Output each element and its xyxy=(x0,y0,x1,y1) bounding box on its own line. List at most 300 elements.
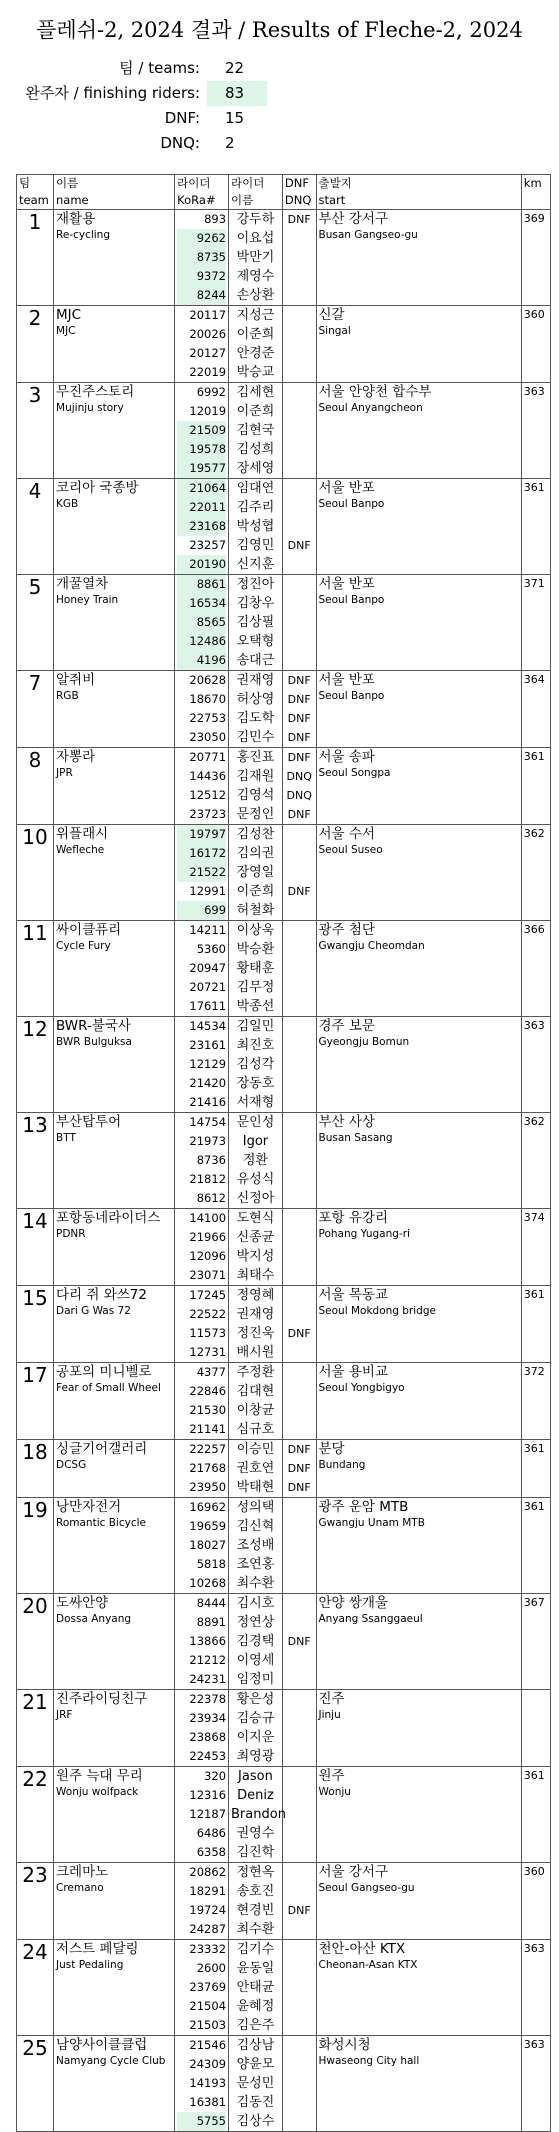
kora-number: 16962 xyxy=(189,1500,227,1514)
dnf-status xyxy=(285,1055,314,1074)
rider-name: 황태훈 xyxy=(236,961,275,976)
dnf-status: DNF xyxy=(287,674,311,687)
distance-km: 367 xyxy=(521,1594,550,1690)
kora-number: 21416 xyxy=(189,1095,227,1109)
kora-number: 22257 xyxy=(189,1442,227,1456)
start-en: Seoul Yongbigyo xyxy=(318,1382,405,1394)
dnf-cell xyxy=(282,921,316,1017)
rider-name: 김상남 xyxy=(236,2038,275,2053)
rider-name: 김상수 xyxy=(236,2114,275,2129)
results-table xyxy=(16,174,551,2132)
dnf-cell xyxy=(282,1940,316,2036)
team-name xyxy=(54,1594,175,1690)
kora-number: 12731 xyxy=(189,1345,227,1359)
kora-number: 23950 xyxy=(189,1480,227,1494)
kora-number: 12512 xyxy=(189,788,227,802)
start-en: Pohang Yugang-ri xyxy=(318,1228,410,1240)
rider-name: 허철화 xyxy=(236,903,275,918)
distance-km: 374 xyxy=(521,1209,550,1286)
kora-number: 14100 xyxy=(189,1211,227,1225)
kora-number: 10268 xyxy=(189,1576,227,1590)
distance-km: 363 xyxy=(521,383,550,479)
dnf-cell xyxy=(282,1440,316,1498)
team-name-en: Mujinju story xyxy=(56,402,124,414)
start-ko: 서울 반포 xyxy=(318,480,375,496)
header-name-line: name xyxy=(56,193,89,207)
rider-name: 허상영 xyxy=(236,692,275,707)
rider-name: 이요섭 xyxy=(236,231,275,246)
kora-cell xyxy=(175,1690,229,1767)
team-name-en: Cycle Fury xyxy=(56,940,111,952)
kora-number: 20026 xyxy=(189,327,227,341)
kora-cell xyxy=(175,1498,229,1594)
team-row xyxy=(17,1113,551,1209)
kora-number: 13866 xyxy=(189,1634,227,1648)
dnf-cell xyxy=(282,1209,316,1286)
start-en: Wonju xyxy=(318,1786,351,1798)
team-number: 2 xyxy=(17,306,54,383)
kora-number: 14211 xyxy=(189,923,227,937)
team-name-en: Cremano xyxy=(56,1882,104,1894)
dnf-cell xyxy=(282,1690,316,1767)
team-name xyxy=(54,479,175,575)
kora-number: 8444 xyxy=(196,1596,227,1610)
rider-name: 박태현 xyxy=(236,1480,275,1495)
team-row xyxy=(17,1017,551,1113)
dnf-status xyxy=(285,1170,314,1189)
dnf-status xyxy=(285,613,314,632)
header-km-line: km xyxy=(523,176,542,190)
distance-km: 361 xyxy=(521,1767,550,1863)
kora-cell xyxy=(175,825,229,921)
dnf-status xyxy=(285,1132,314,1151)
kora-number: 19577 xyxy=(177,459,226,478)
kora-number: 21546 xyxy=(189,2038,227,2052)
kora-number: 19659 xyxy=(189,1519,227,1533)
kora-number: 19724 xyxy=(189,1903,227,1917)
team-name-ko: 자뽕라 xyxy=(56,749,96,765)
kora-number: 21973 xyxy=(189,1134,227,1148)
start-ko: 서울 강서구 xyxy=(318,1864,388,1880)
start-ko: 부산 강서구 xyxy=(318,211,388,227)
dnf-status xyxy=(285,1517,314,1536)
rider-name: 최수환 xyxy=(236,1576,275,1591)
kora-number: 6992 xyxy=(196,385,227,399)
dnf-status xyxy=(285,844,314,863)
team-name-en: MJC xyxy=(56,325,76,337)
team-name-ko: 포항동네라이더스 xyxy=(56,1210,161,1226)
kora-number: 320 xyxy=(204,1769,227,1783)
team-number: 21 xyxy=(17,1690,54,1767)
rider-name: 김현국 xyxy=(236,423,275,438)
start-en: Bundang xyxy=(318,1459,366,1471)
kora-number: 23332 xyxy=(189,1942,227,1956)
dnf-status xyxy=(285,2055,314,2074)
kora-number: 23050 xyxy=(189,730,227,744)
team-name-ko: BWR-불국사 xyxy=(56,1018,131,1034)
kora-number: 22019 xyxy=(189,365,227,379)
kora-number: 12129 xyxy=(189,1057,227,1071)
team-number: 10 xyxy=(17,825,54,921)
rider-name: 신정아 xyxy=(236,1191,275,1206)
dnf-status xyxy=(285,421,314,440)
team-number: 7 xyxy=(17,671,54,748)
kora-number: 8735 xyxy=(177,248,226,267)
dnf-status: DNF xyxy=(287,885,311,898)
team-row xyxy=(17,575,551,671)
kora-cell xyxy=(175,306,229,383)
kora-number: 12991 xyxy=(189,884,227,898)
kora-number: 8891 xyxy=(196,1615,227,1629)
rider-name: 임대연 xyxy=(236,481,275,496)
start-cell xyxy=(316,825,521,921)
team-row xyxy=(17,825,551,921)
kora-number: 5818 xyxy=(196,1557,227,1571)
team-name xyxy=(54,1767,175,1863)
kora-number: 5755 xyxy=(177,2112,226,2131)
dnf-status xyxy=(285,632,314,651)
dnf-cell xyxy=(282,1594,316,1690)
start-en: Cheonan-Asan KTX xyxy=(318,1959,418,1971)
distance-km: 361 xyxy=(521,1286,550,1363)
kora-number: 21530 xyxy=(189,1403,227,1417)
team-name-ko: 저스트 페달링 xyxy=(56,1941,139,1957)
kora-cell xyxy=(175,1440,229,1498)
summary-row xyxy=(0,106,267,131)
kora-number: 22753 xyxy=(189,711,227,725)
rider-name: 정진욱 xyxy=(236,1326,275,1341)
team-number: 22 xyxy=(17,1767,54,1863)
start-cell xyxy=(316,671,521,748)
kora-number: 16172 xyxy=(177,844,226,863)
dnf-status xyxy=(285,1247,314,1266)
header-start-line: start xyxy=(318,193,346,207)
rider-name: 배시원 xyxy=(236,1345,275,1360)
dnf-status: DNF xyxy=(287,1635,311,1648)
start-ko: 광주 첨단 xyxy=(318,922,375,938)
kora-number: 21420 xyxy=(189,1076,227,1090)
rider-name: 김창우 xyxy=(236,596,275,611)
kora-number: 20771 xyxy=(189,750,227,764)
dnf-status xyxy=(285,517,314,536)
riders-cell xyxy=(229,210,283,306)
rider-name: 김경택 xyxy=(236,1634,275,1649)
dnf-status xyxy=(285,325,314,344)
rider-name: 김동진 xyxy=(236,2095,275,2110)
start-ko: 원주 xyxy=(318,1768,345,1784)
team-name-en: Romantic Bicycle xyxy=(56,1517,146,1529)
kora-number: 20721 xyxy=(189,980,227,994)
team-name-en: Re-cycling xyxy=(56,229,111,241)
dnf-status xyxy=(285,1074,314,1093)
header-dnf-line: DNQ xyxy=(284,193,312,207)
team-name-en: Just Pedaling xyxy=(56,1959,124,1971)
team-name-ko: 개꿀열차 xyxy=(56,576,109,592)
kora-cell xyxy=(175,671,229,748)
kora-number: 4377 xyxy=(196,1365,227,1379)
team-name xyxy=(54,1863,175,1940)
dnf-status xyxy=(285,1401,314,1420)
dnf-status xyxy=(285,1093,314,1112)
rider-name: 최진호 xyxy=(236,1038,275,1053)
team-name-en: Fear of Small Wheel xyxy=(56,1382,161,1394)
header-riders-line: 이름 xyxy=(231,193,254,207)
team-row xyxy=(17,210,551,306)
dnf-status xyxy=(285,1767,314,1786)
riders-cell xyxy=(229,1940,283,2036)
rider-name: 현경빈 xyxy=(236,1903,275,1918)
start-cell xyxy=(316,1690,521,1767)
dnf-status xyxy=(285,1863,314,1882)
team-row xyxy=(17,1940,551,2036)
dnf-status xyxy=(285,1997,314,2016)
distance-km: 363 xyxy=(521,2036,550,2132)
start-cell xyxy=(316,1594,521,1690)
team-name xyxy=(54,210,175,306)
team-number: 5 xyxy=(17,575,54,671)
team-name-ko: 낭만자전거 xyxy=(56,1499,122,1515)
start-ko: 서울 반포 xyxy=(318,576,375,592)
rider-name: 정연상 xyxy=(236,1615,275,1630)
start-en: Busan Sasang xyxy=(318,1132,393,1144)
team-name-en: KGB xyxy=(56,498,79,510)
rider-name: 박만기 xyxy=(236,250,275,265)
distance-km: 363 xyxy=(521,1940,550,2036)
kora-number: 20862 xyxy=(189,1865,227,1879)
dnf-status xyxy=(285,555,314,574)
team-number: 20 xyxy=(17,1594,54,1690)
team-row xyxy=(17,1690,551,1767)
summary-label: DNQ: xyxy=(160,134,200,152)
header-kora xyxy=(175,175,229,210)
kora-number: 17245 xyxy=(189,1288,227,1302)
dnf-status xyxy=(285,440,314,459)
team-number: 3 xyxy=(17,383,54,479)
kora-cell xyxy=(175,748,229,825)
rider-name: 송대근 xyxy=(236,653,275,668)
team-name-ko: 부산탑투어 xyxy=(56,1114,122,1130)
start-cell xyxy=(316,1767,521,1863)
team-number: 25 xyxy=(17,2036,54,2132)
kora-number: 23868 xyxy=(189,1730,227,1744)
dnf-status xyxy=(285,498,314,517)
kora-number: 9372 xyxy=(177,267,226,286)
team-row xyxy=(17,1863,551,1940)
start-cell xyxy=(316,2036,521,2132)
summary-value: 15 xyxy=(225,109,245,127)
start-en: Gyeongju Bomun xyxy=(318,1036,410,1048)
rider-name: 신지훈 xyxy=(236,557,275,572)
rider-name: 정환 xyxy=(242,1153,268,1168)
rider-name: 송호진 xyxy=(236,1884,275,1899)
dnf-status: DNF xyxy=(287,1904,311,1917)
start-ko: 화성시청 xyxy=(318,2037,371,2053)
kora-number: 6358 xyxy=(196,1845,227,1859)
team-name-en: Wonju wolfpack xyxy=(56,1786,139,1798)
kora-number: 20190 xyxy=(177,555,226,574)
start-en: Singal xyxy=(318,325,351,337)
rider-name: 장동호 xyxy=(236,1076,275,1091)
kora-number: 21504 xyxy=(189,1999,227,2013)
kora-number: 16381 xyxy=(189,2095,227,2109)
rider-name: 서재형 xyxy=(236,1095,275,1110)
dnf-status xyxy=(285,594,314,613)
rider-name: 김시호 xyxy=(236,1596,275,1611)
dnf-cell xyxy=(282,825,316,921)
dnf-status xyxy=(285,1382,314,1401)
kora-number: 14436 xyxy=(189,769,227,783)
dnf-status xyxy=(285,363,314,382)
kora-number: 23769 xyxy=(189,1980,227,1994)
kora-number: 11573 xyxy=(189,1326,227,1340)
rider-name: 문성민 xyxy=(236,2076,275,2091)
kora-number: 4196 xyxy=(177,651,226,670)
rider-name: Brandon xyxy=(231,1807,286,1822)
start-en: Gwangju Unam MTB xyxy=(318,1517,425,1529)
dnf-status: DNF xyxy=(287,213,311,226)
start-en: Seoul Banpo xyxy=(318,498,385,510)
team-row xyxy=(17,748,551,825)
dnf-status xyxy=(285,1728,314,1747)
dnf-status: DNQ xyxy=(286,770,312,783)
rider-name: 박성협 xyxy=(236,519,275,534)
rider-name: 이준희 xyxy=(236,884,275,899)
rider-name: 김진학 xyxy=(236,1845,275,1860)
summary-label: 팀 / teams: xyxy=(119,59,200,77)
kora-number: 5360 xyxy=(196,942,227,956)
team-name-en: Namyang Cycle Club xyxy=(56,2055,166,2067)
riders-cell xyxy=(229,575,283,671)
team-name-ko: 위플래시 xyxy=(56,826,109,842)
header-name-line: 이름 xyxy=(56,176,79,190)
dnf-status xyxy=(285,863,314,882)
distance-km xyxy=(521,1690,550,1767)
dnf-status xyxy=(285,1305,314,1324)
dnf-status xyxy=(285,1189,314,1208)
team-row xyxy=(17,1209,551,1286)
start-cell xyxy=(316,1209,521,1286)
team-name xyxy=(54,2036,175,2132)
dnf-status xyxy=(285,1017,314,1036)
dnf-status xyxy=(285,459,314,478)
team-name-ko: 공포의 미니벨로 xyxy=(56,1364,152,1380)
start-ko: 천안-아산 KTX xyxy=(318,1941,406,1957)
rider-name: Deniz xyxy=(237,1788,274,1803)
kora-number: 24309 xyxy=(189,2057,227,2071)
riders-cell xyxy=(229,921,283,1017)
dnf-status: DNF xyxy=(287,1327,311,1340)
kora-cell xyxy=(175,921,229,1017)
dnf-status xyxy=(285,402,314,421)
start-cell xyxy=(316,1113,521,1209)
dnf-status xyxy=(285,1113,314,1132)
team-number: 11 xyxy=(17,921,54,1017)
dnf-status: DNF xyxy=(287,808,311,821)
dnf-cell xyxy=(282,1498,316,1594)
summary-label: 완주자 / finishing riders: xyxy=(25,84,200,102)
start-en: Seoul Mokdong bridge xyxy=(318,1305,436,1317)
kora-number: 21966 xyxy=(189,1230,227,1244)
kora-number: 14193 xyxy=(189,2076,227,2090)
kora-number: 16534 xyxy=(177,594,226,613)
kora-cell xyxy=(175,479,229,575)
kora-number: 22522 xyxy=(189,1307,227,1321)
team-row xyxy=(17,1286,551,1363)
rider-name: Igor xyxy=(242,1134,269,1149)
rider-name: 권호연 xyxy=(236,1461,275,1476)
distance-km: 372 xyxy=(521,1363,550,1440)
team-name-en: DCSG xyxy=(56,1459,87,1471)
team-name-en: PDNR xyxy=(56,1228,86,1240)
dnf-status xyxy=(285,997,314,1016)
team-name-ko: 싸이클퓨리 xyxy=(56,922,122,938)
team-name-en: JRF xyxy=(56,1709,73,1721)
rider-name: 권재영 xyxy=(236,673,275,688)
dnf-status xyxy=(285,651,314,670)
team-name xyxy=(54,748,175,825)
riders-cell xyxy=(229,825,283,921)
dnf-cell xyxy=(282,1286,316,1363)
start-cell xyxy=(316,479,521,575)
riders-cell xyxy=(229,383,283,479)
kora-number: 8565 xyxy=(177,613,226,632)
dnf-status xyxy=(285,1651,314,1670)
kora-number: 24287 xyxy=(189,1922,227,1936)
kora-cell xyxy=(175,1363,229,1440)
rider-name: 이지운 xyxy=(236,1730,275,1745)
dnf-status: DNQ xyxy=(286,789,312,802)
start-cell xyxy=(316,1498,521,1594)
dnf-status xyxy=(285,1920,314,1939)
team-name-ko: 재활용 xyxy=(56,211,96,227)
dnf-status xyxy=(285,383,314,402)
start-ko: 포항 유강리 xyxy=(318,1210,388,1226)
distance-km: 371 xyxy=(521,575,550,671)
distance-km: 361 xyxy=(521,748,550,825)
start-cell xyxy=(316,921,521,1017)
rider-name: 김대현 xyxy=(236,1384,275,1399)
start-cell xyxy=(316,383,521,479)
dnf-status xyxy=(285,959,314,978)
team-name-ko: 크레마노 xyxy=(56,1864,109,1880)
header-start-line: 출발지 xyxy=(318,176,352,190)
rider-name: 이상욱 xyxy=(236,923,275,938)
team-number: 24 xyxy=(17,1940,54,2036)
kora-number: 699 xyxy=(177,901,226,920)
team-name-ko: MJC xyxy=(56,307,82,323)
rider-name: 최수환 xyxy=(236,1922,275,1937)
rider-name: 손상환 xyxy=(236,288,275,303)
start-cell xyxy=(316,1863,521,1940)
dnf-status xyxy=(285,1594,314,1613)
dnf-status xyxy=(285,1690,314,1709)
dnf-status xyxy=(285,1266,314,1285)
kora-number: 20127 xyxy=(189,346,227,360)
dnf-status xyxy=(285,1670,314,1689)
start-cell xyxy=(316,748,521,825)
kora-cell xyxy=(175,1940,229,2036)
distance-km: 369 xyxy=(521,210,550,306)
team-name-ko: 싱글기어갤러리 xyxy=(56,1441,148,1457)
team-name xyxy=(54,1017,175,1113)
rider-name: 김무정 xyxy=(236,980,275,995)
rider-name: 김의권 xyxy=(236,846,275,861)
riders-cell xyxy=(229,1113,283,1209)
team-number: 4 xyxy=(17,479,54,575)
team-number: 1 xyxy=(17,210,54,306)
dnf-cell xyxy=(282,306,316,383)
kora-number: 21768 xyxy=(189,1461,227,1475)
